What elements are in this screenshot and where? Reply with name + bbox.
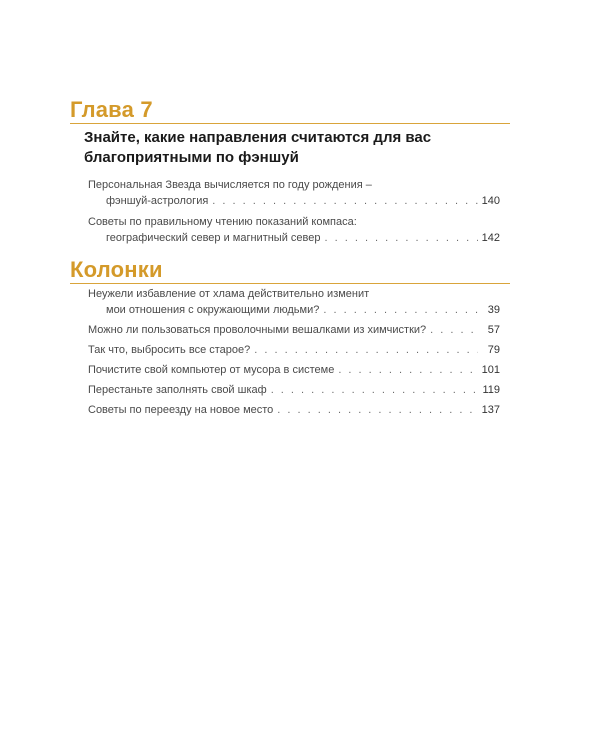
toc-entry-text-line1: Неужели избавление от хлама действительно изменит: [88, 288, 370, 300]
toc-leader-dots: [271, 382, 478, 398]
toc-entry-text: Перестаньте заполнять свой шкаф: [88, 384, 267, 396]
toc-entry-line: [88, 342, 500, 358]
chapter-heading: Глава 7: [70, 98, 510, 124]
chapter-title: Знайте, какие направления считаются для вас благоприятными по фэншуй: [84, 129, 432, 166]
toc-page-number: 39: [487, 304, 500, 316]
columns-section: [70, 258, 510, 422]
toc-leader-dots: [323, 302, 478, 318]
toc-page-number: 140: [481, 195, 500, 207]
toc-leader-dots: [212, 193, 477, 209]
toc-entry-text-line1: Советы по правильному чтению показаний компаса:: [88, 216, 357, 228]
toc-entry-line: [88, 402, 500, 418]
toc-entry-line2: [88, 193, 500, 209]
toc-entry[interactable]: [70, 362, 500, 378]
toc-entry[interactable]: [70, 342, 500, 358]
toc-entry-text-line2: мои отношения с окружающими людьми?: [106, 304, 320, 316]
toc-entry[interactable]: [70, 177, 500, 209]
toc-entry-line: [88, 362, 500, 378]
toc-entry-text-line1: Персональная Звезда вычисляется по году рождения –: [88, 179, 372, 191]
toc-page-number: 57: [487, 324, 500, 336]
toc-entry-line2: [88, 302, 500, 318]
toc-page-number: 137: [481, 404, 500, 416]
toc-entry[interactable]: [70, 402, 500, 418]
toc-page-number: 101: [481, 364, 500, 376]
toc-page-number: 142: [481, 232, 500, 244]
toc-leader-dots: [254, 342, 478, 358]
toc-entry[interactable]: [70, 214, 500, 246]
toc-entry-text: Советы по переезду на новое место: [88, 404, 274, 416]
columns-heading: Колонки: [70, 258, 510, 284]
toc-page-number: 79: [487, 344, 500, 356]
toc-entry[interactable]: [70, 286, 500, 318]
toc-leader-dots: [325, 230, 478, 246]
toc-entry-text-line2: фэншуй-астрология: [106, 195, 209, 207]
toc-entry[interactable]: [70, 382, 500, 398]
toc-entry-text: Можно ли пользоваться проволочными вешалками из химчистки?: [88, 324, 427, 336]
toc-entry-line: [88, 382, 500, 398]
toc-leader-dots: [338, 362, 477, 378]
toc-entry-line2: [88, 230, 500, 246]
toc-entry-text: Так что, выбросить все старое?: [88, 344, 251, 356]
toc-entry-line: [88, 322, 500, 338]
toc-page-number: 119: [482, 384, 500, 396]
columns-toc-list: [70, 286, 510, 418]
chapter-section: [70, 98, 510, 251]
toc-entry-text-line2: географический север и магнитный север: [106, 232, 321, 244]
toc-leader-dots: [277, 402, 477, 418]
chapter-toc-list: [70, 177, 510, 246]
toc-entry-text: Почистите свой компьютер от мусора в системе: [88, 364, 335, 376]
toc-entry[interactable]: [70, 322, 500, 338]
toc-leader-dots: [430, 322, 478, 338]
